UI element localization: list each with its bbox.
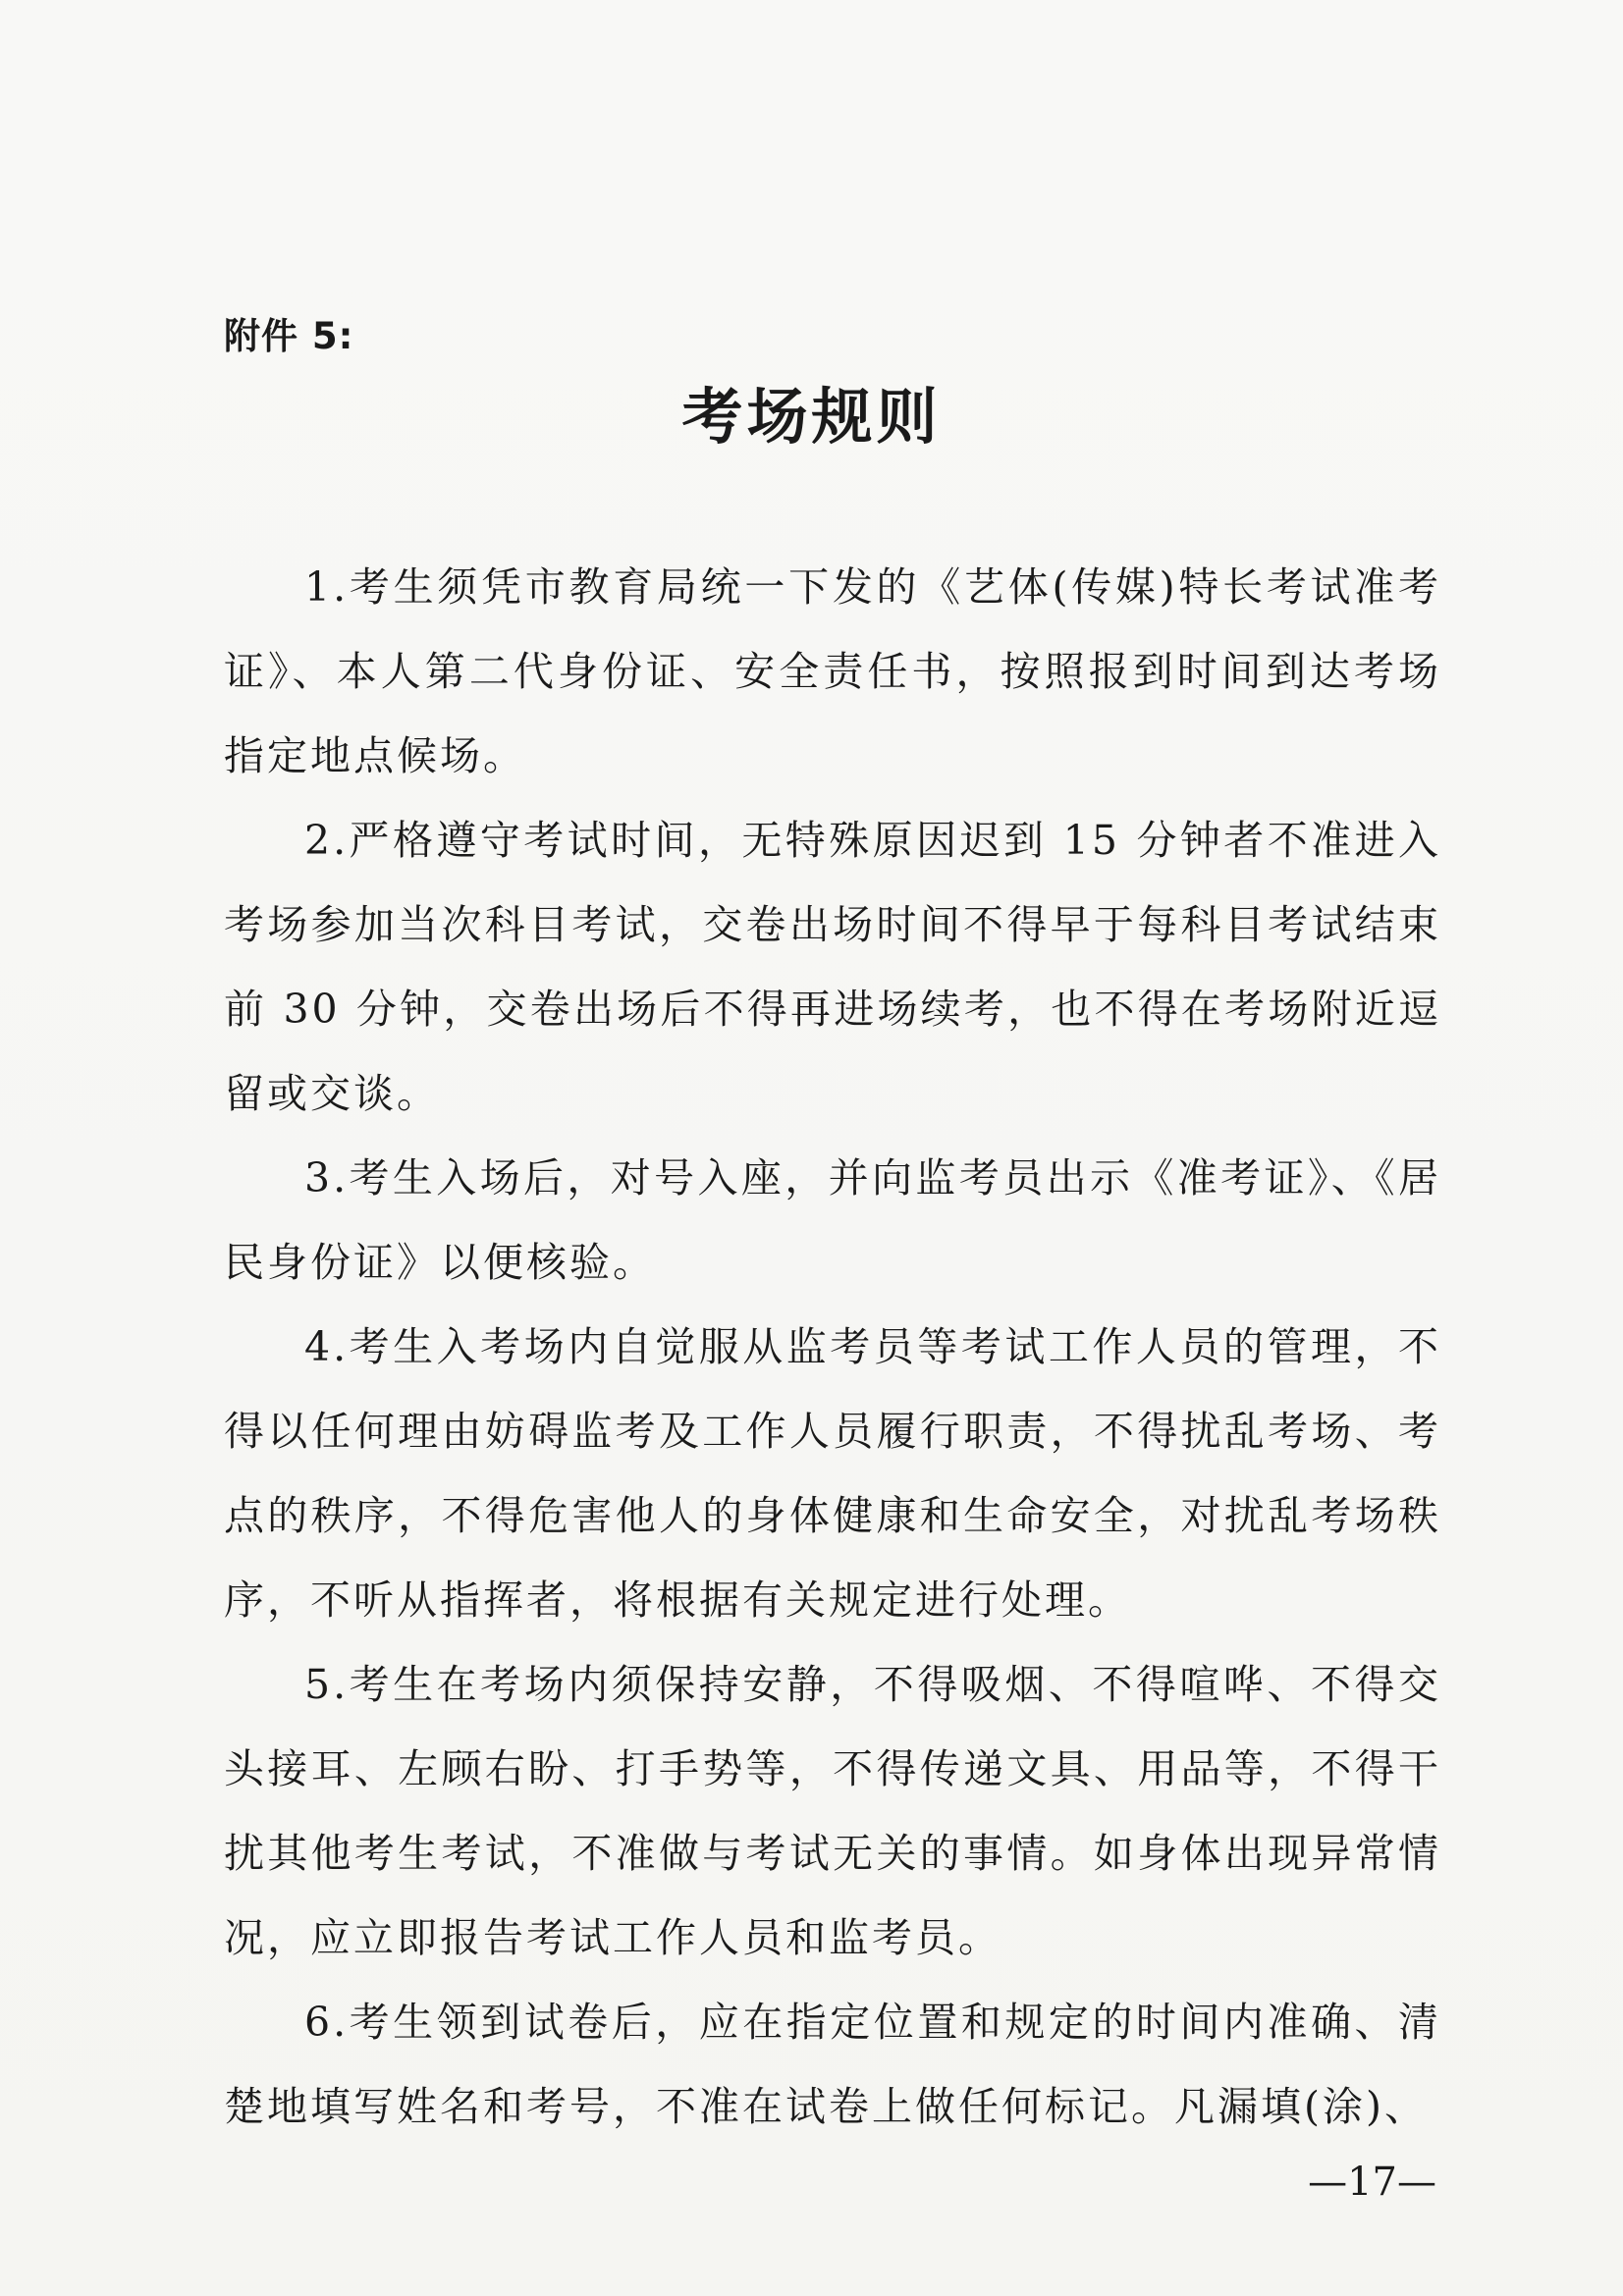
rule-paragraph-3: 3.考生入场后，对号入座，并向监考员出示《准考证》、《居民身份证》以便核验。	[224, 1154, 1441, 1286]
rule-paragraph-1: 1.考生须凭市教育局统一下发的《艺体(传媒)特长考试准考证》、本人第二代身份证、安全责任书，按照报到时间到达考场指定地点候场。	[224, 563, 1441, 779]
document-title: 考场规则	[681, 381, 942, 453]
document-body	[224, 545, 1441, 2149]
rule-paragraph-2: 2.严格遵守考试时间，无特殊原因迟到 15 分钟者不准进入考场参加当次科目考试，交卷出场时间不得早于每科目考试结束前 30 分钟，交卷出场后不得再进场续考，也不得在考场附近逗留或交谈。	[224, 817, 1441, 1117]
rule-paragraph-5: 5.考生在考场内须保持安静，不得吸烟、不得喧哗、不得交头接耳、左顾右盼、打手势等，不得传递文具、用品等，不得干扰其他考生考试，不准做与考试无关的事情。如身体出现异常情况，应立即报告考试工作人员和监考员。	[224, 1661, 1441, 1961]
rule-paragraph-4: 4.考生入考场内自觉服从监考员等考试工作人员的管理，不得以任何理由妨碍监考及工作人员履行职责，不得扰乱考场、考点的秩序，不得危害他人的身体健康和生命安全，对扰乱考场秩序，不听从指挥者，将根据有关规定进行处理。	[224, 1323, 1441, 1624]
attachment-label: 附件 5:	[224, 315, 354, 357]
rule-paragraph-6: 6.考生领到试卷后，应在指定位置和规定的时间内准确、清楚地填写姓名和考号，不准在试卷上做任何标记。凡漏填(涂)、	[224, 1999, 1441, 2130]
page-number: —17—	[1308, 2160, 1436, 2205]
